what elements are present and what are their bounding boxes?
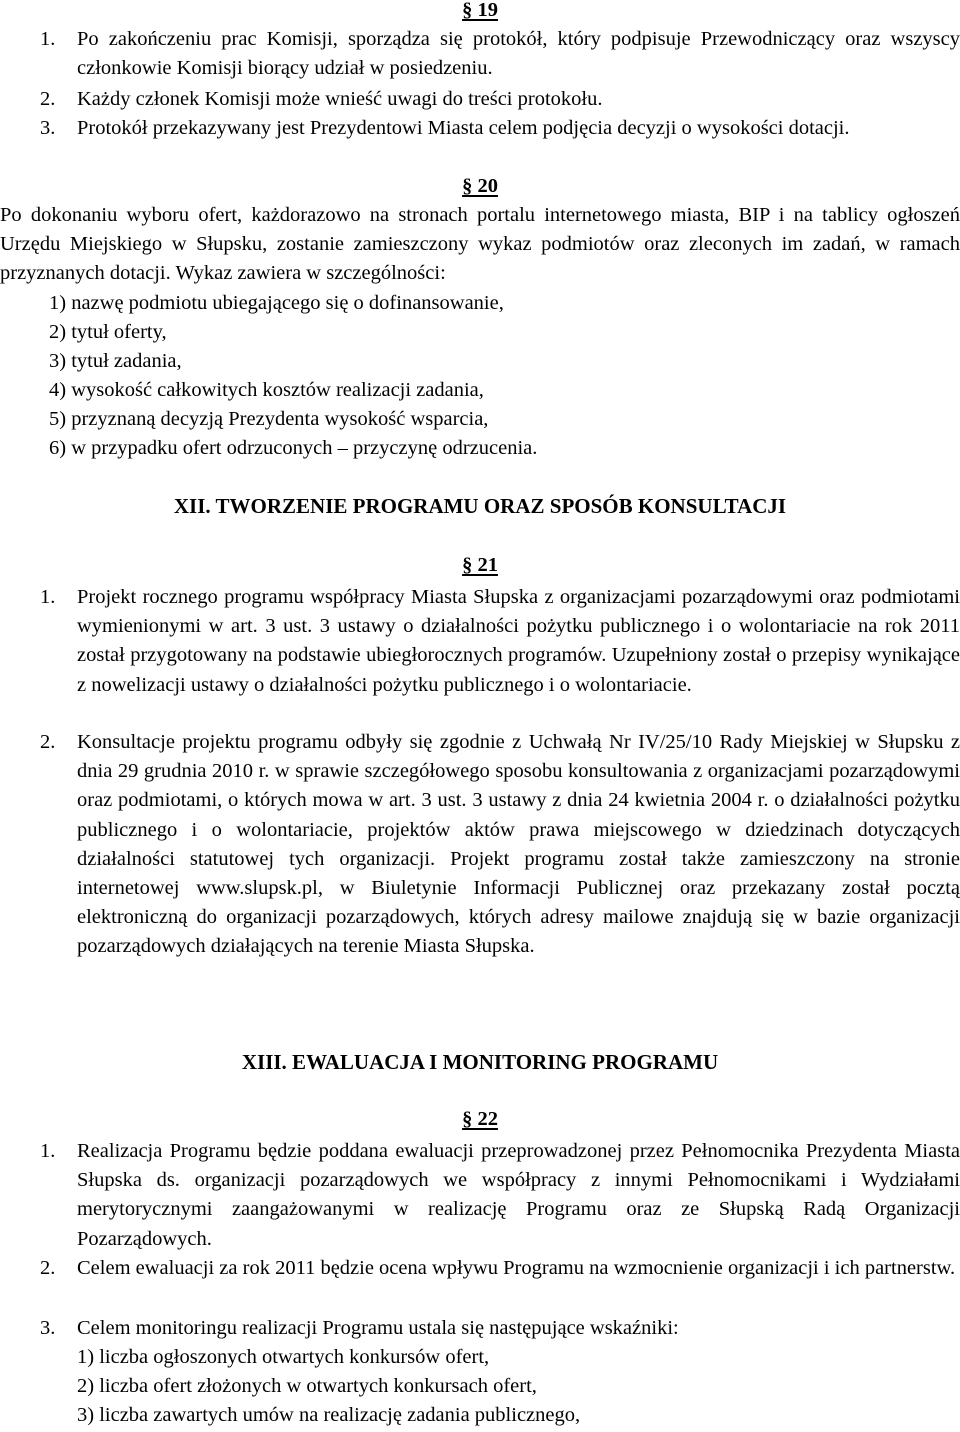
s22-list-item: 3) liczba zawartych umów na realizację zadania publicznego,: [77, 1404, 581, 1426]
s22-item-2: 2. Celem ewaluacji za rok 2011 będzie ocena wpływu Programu na wzmocnienie organizacji i ich partnerstw.: [40, 1257, 956, 1279]
s20-paragraph: Po dokonaniu wyboru ofert, każdorazowo na stronach portalu internetowego miasta, BIP i na tablicy ogłoszeń Urzędu Miejskiego w Słupsku, zostanie zamieszczony wykaz podmiotów oraz zleconych im zadań, w ramach przyznanych dotacji. Wykaz zawiera w szczególności:: [0, 204, 960, 285]
section-19-title: § 19: [462, 0, 498, 21]
s20-list-item: 2) tytuł oferty,: [49, 321, 167, 343]
s22-item-1: 1. Realizacja Programu będzie poddana ewaluacji przeprowadzonej przez Pełnomocnika Prezydenta Miasta Słupska ds. organizacji pozarządowych we współpracy z innymi Pełnomocnikami i Wydziałami merytorycznymi zaangażowanymi w realizację Programu oraz ze Słupską Radą Organizacji Pozarządowych.: [40, 1140, 960, 1250]
chapter-12-heading: XII. TWORZENIE PROGRAMU ORAZ SPOSÓB KONSULTACJI: [173, 494, 787, 518]
s22-item-3: 3. Celem monitoringu realizacji Programu ustala się następujące wskaźniki:: [40, 1317, 679, 1339]
s19-item-2: 2. Każdy członek Komisji może wnieść uwagi do treści protokołu.: [40, 88, 603, 110]
section-20-title: § 20: [462, 175, 498, 197]
s20-list-item: 6) w przypadku ofert odrzuconych – przyczynę odrzucenia.: [49, 437, 538, 459]
s20-list-item: 5) przyznaną decyzją Prezydenta wysokość wsparcia,: [49, 408, 489, 430]
section-22-title: § 22: [462, 1108, 498, 1130]
s19-item-3: 3. Protokół przekazywany jest Prezydentowi Miasta celem podjęcia decyzji o wysokości dotacji.: [40, 117, 850, 139]
s21-item-2: 2. Konsultacje projektu programu odbyły się zgodnie z Uchwałą Nr IV/25/10 Rady Miejskiej w Słupsku z dnia 29 grudnia 2010 r. w sprawie szczegółowego sposobu konsultowania z organizacjami pozarządowymi oraz podmiotami, o których mowa w art. 3 ust. 3 ustawy z dnia 24 kwietnia 2004 r. o działalności pożytku publicznego i o wolontariacie, projektów aktów prawa miejscowego w dziedzinach dotyczących działalności statutowej tych organizacji. Projekt programu został także zamieszczony na stronie internetowej www.slupsk.pl, w Biuletynie Informacji Publicznej oraz przekazany został pocztą elektroniczną do organizacji pozarządowych, których adresy mailowe znajdują się w bazie organizacji pozarządowych działających na terenie Miasta Słupska.: [40, 731, 960, 958]
s21-item-1: 1. Projekt rocznego programu współpracy Miasta Słupska z organizacjami pozarządowymi oraz podmiotami wymienionymi w art. 3 ust. 3 ustawy o działalności pożytku publicznego i o wolontariacie na rok 2011 został przygotowany na podstawie ubiegłorocznych programów. Uzupełniony został o przepisy wynikające z nowelizacji ustawy o działalności pożytku publicznego i o wolontariacie.: [40, 586, 960, 696]
s19-item-1: 1. Po zakończeniu prac Komisji, sporządza się protokół, który podpisuje Przewodniczący oraz wszyscy członkowie Komisji biorący udział w posiedzeniu.: [40, 28, 960, 80]
s20-list-item: 1) nazwę podmiotu ubiegającego się o dofinansowanie,: [49, 292, 504, 314]
section-21-title: § 21: [462, 554, 498, 576]
s20-list-item: 3) tytuł zadania,: [49, 350, 182, 372]
chapter-13-heading: XIII. EWALUACJA I MONITORING PROGRAMU: [241, 1050, 719, 1074]
s20-list-item: 4) wysokość całkowitych kosztów realizacji zadania,: [49, 379, 484, 401]
s22-list-item: 1) liczba ogłoszonych otwartych konkursów ofert,: [77, 1346, 490, 1368]
s22-list-item: 2) liczba ofert złożonych w otwartych konkursach ofert,: [77, 1375, 537, 1397]
